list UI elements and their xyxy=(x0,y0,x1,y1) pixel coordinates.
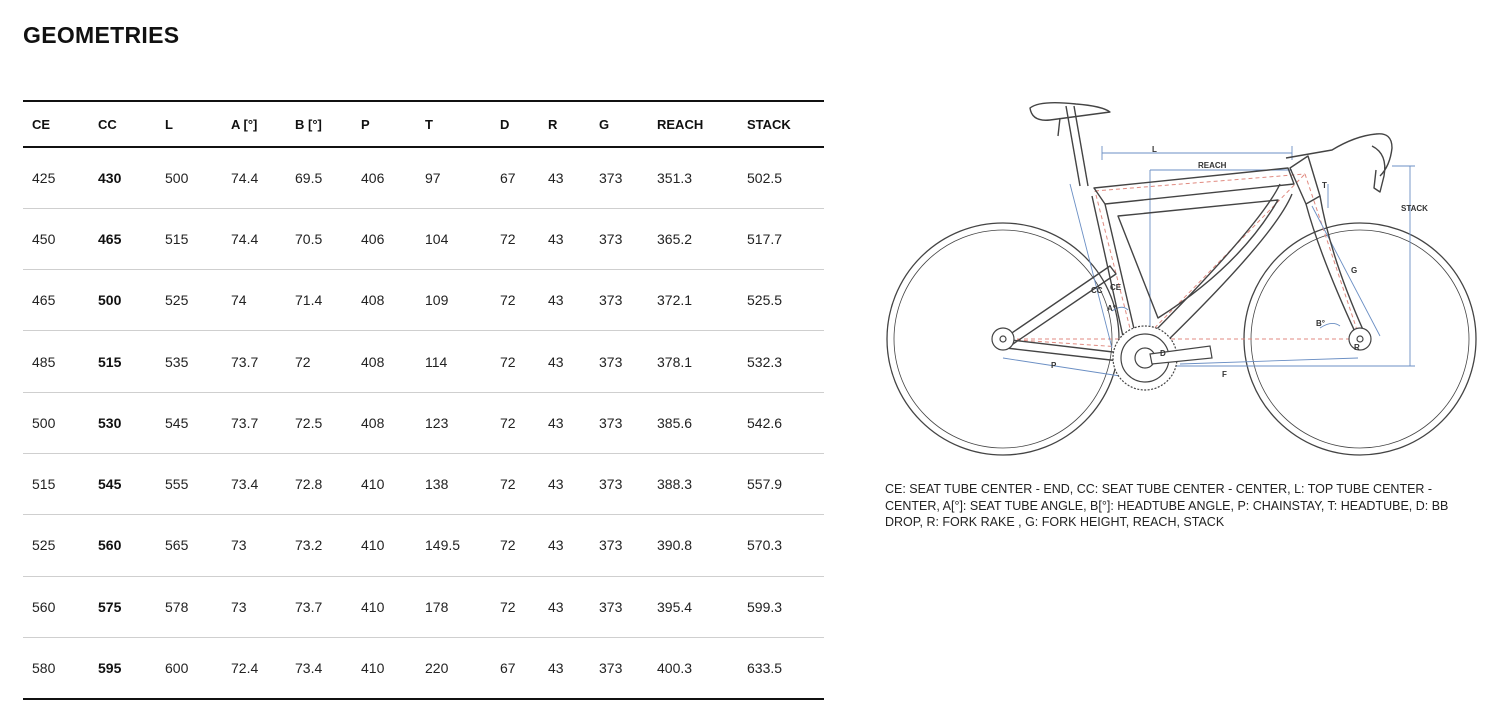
table-cell: 410 xyxy=(352,576,416,637)
table-cell: 532.3 xyxy=(738,331,824,392)
label-b: B° xyxy=(1316,319,1325,328)
table-cell: 465 xyxy=(23,270,89,331)
column-header: B [°] xyxy=(286,101,352,147)
table-cell: 373 xyxy=(590,637,648,698)
table-row xyxy=(23,637,824,698)
table-cell: 485 xyxy=(23,331,89,392)
column-header: REACH xyxy=(648,101,738,147)
table-row xyxy=(23,576,824,637)
table-cell: 400.3 xyxy=(648,637,738,698)
table-cell: 408 xyxy=(352,331,416,392)
table-cell: 43 xyxy=(539,637,590,698)
table-cell: 517.7 xyxy=(738,208,824,269)
table-cell: 73.4 xyxy=(222,453,286,514)
label-ce: CE xyxy=(1110,283,1122,292)
table-cell: 395.4 xyxy=(648,576,738,637)
table-cell: 72 xyxy=(491,515,539,576)
table-cell: 72 xyxy=(491,270,539,331)
table-cell: 373 xyxy=(590,270,648,331)
column-header: CC xyxy=(89,101,156,147)
table-cell: 557.9 xyxy=(738,453,824,514)
label-l: L xyxy=(1152,145,1157,154)
table-row xyxy=(23,515,824,576)
geometry-table xyxy=(23,100,824,700)
table-cell: 351.3 xyxy=(648,147,738,208)
table-cell: 372.1 xyxy=(648,270,738,331)
table-cell: 71.4 xyxy=(286,270,352,331)
table-cell: 390.8 xyxy=(648,515,738,576)
column-header: L xyxy=(156,101,222,147)
table-cell: 72 xyxy=(286,331,352,392)
column-header: T xyxy=(416,101,491,147)
table-cell: 545 xyxy=(156,392,222,453)
table-cell: 515 xyxy=(156,208,222,269)
table-cell: 595 xyxy=(89,637,156,698)
table-cell: 406 xyxy=(352,147,416,208)
table-cell: 72 xyxy=(491,453,539,514)
table-cell: 410 xyxy=(352,515,416,576)
crankset xyxy=(1113,326,1212,390)
table-cell: 500 xyxy=(89,270,156,331)
table-cell: 69.5 xyxy=(286,147,352,208)
table-cell: 73.7 xyxy=(286,576,352,637)
table-cell: 600 xyxy=(156,637,222,698)
table-cell: 73.7 xyxy=(222,392,286,453)
column-header: R xyxy=(539,101,590,147)
table-cell: 542.6 xyxy=(738,392,824,453)
column-header: G xyxy=(590,101,648,147)
table-cell: 43 xyxy=(539,392,590,453)
table-cell: 104 xyxy=(416,208,491,269)
table-cell: 72 xyxy=(491,208,539,269)
table-row xyxy=(23,331,824,392)
table-cell: 43 xyxy=(539,576,590,637)
label-a: A° xyxy=(1107,304,1116,313)
column-header: D xyxy=(491,101,539,147)
table-cell: 74 xyxy=(222,270,286,331)
table-cell: 410 xyxy=(352,637,416,698)
table-cell: 515 xyxy=(89,331,156,392)
table-row xyxy=(23,453,824,514)
table-cell: 365.2 xyxy=(648,208,738,269)
table-cell: 500 xyxy=(23,392,89,453)
table-row xyxy=(23,270,824,331)
table-body xyxy=(23,147,824,699)
label-r: R xyxy=(1354,343,1360,352)
table-cell: 43 xyxy=(539,270,590,331)
table-cell: 570.3 xyxy=(738,515,824,576)
reference-lines xyxy=(1003,174,1360,348)
table-cell: 149.5 xyxy=(416,515,491,576)
table-cell: 220 xyxy=(416,637,491,698)
table-cell: 502.5 xyxy=(738,147,824,208)
table-cell: 67 xyxy=(491,637,539,698)
table-cell: 178 xyxy=(416,576,491,637)
table-cell: 373 xyxy=(590,208,648,269)
label-stack: STACK xyxy=(1401,204,1428,213)
label-reach: REACH xyxy=(1198,161,1227,170)
table-cell: 73.2 xyxy=(286,515,352,576)
table-row xyxy=(23,392,824,453)
table-cell: 633.5 xyxy=(738,637,824,698)
table-cell: 525 xyxy=(23,515,89,576)
table-cell: 530 xyxy=(89,392,156,453)
label-t: T xyxy=(1322,181,1327,190)
table-cell: 73.4 xyxy=(286,637,352,698)
table-cell: 70.5 xyxy=(286,208,352,269)
table-cell: 500 xyxy=(156,147,222,208)
table-cell: 555 xyxy=(156,453,222,514)
label-cc: CC xyxy=(1091,286,1103,295)
table-cell: 72.5 xyxy=(286,392,352,453)
column-header: P xyxy=(352,101,416,147)
page-title: GEOMETRIES xyxy=(23,22,180,48)
table-cell: 525 xyxy=(156,270,222,331)
table-cell: 373 xyxy=(590,392,648,453)
table-cell: 43 xyxy=(539,515,590,576)
label-p: P xyxy=(1051,361,1057,370)
table-cell: 74.4 xyxy=(222,208,286,269)
column-header: CE xyxy=(23,101,89,147)
geometry-legend: CE: SEAT TUBE CENTER - END, CC: SEAT TUBE CENTER - CENTER, L: TOP TUBE CENTER - CENTER, A[°]: SEAT TUBE ANGLE, B[°]: HEADTUBE ANGLE, P: CHAINSTAY, T: HEADTUBE, D: BB DROP, R: FORK RAKE , G: FORK HEIGHT, REACH, STACK xyxy=(885,482,1449,529)
table-cell: 515 xyxy=(23,453,89,514)
table-cell: 410 xyxy=(352,453,416,514)
table-cell: 388.3 xyxy=(648,453,738,514)
table-cell: 43 xyxy=(539,331,590,392)
table-row xyxy=(23,147,824,208)
column-header: STACK xyxy=(738,101,824,147)
column-header: A [°] xyxy=(222,101,286,147)
label-f: F xyxy=(1222,370,1227,379)
table-cell: 67 xyxy=(491,147,539,208)
table-cell: 535 xyxy=(156,331,222,392)
table-cell: 545 xyxy=(89,453,156,514)
table-cell: 580 xyxy=(23,637,89,698)
table-cell: 43 xyxy=(539,453,590,514)
table-cell: 373 xyxy=(590,453,648,514)
table-header xyxy=(23,101,824,147)
table-cell: 378.1 xyxy=(648,331,738,392)
table-cell: 97 xyxy=(416,147,491,208)
bike-geometry-diagram-icon xyxy=(880,96,1490,468)
table-cell: 430 xyxy=(89,147,156,208)
table-cell: 425 xyxy=(23,147,89,208)
diagram-labels xyxy=(1051,145,1428,379)
table-cell: 72.4 xyxy=(222,637,286,698)
table-cell: 72.8 xyxy=(286,453,352,514)
table-cell: 109 xyxy=(416,270,491,331)
table-cell: 123 xyxy=(416,392,491,453)
table-cell: 373 xyxy=(590,147,648,208)
table-cell: 599.3 xyxy=(738,576,824,637)
table-row xyxy=(23,208,824,269)
table-cell: 373 xyxy=(590,331,648,392)
table-cell: 74.4 xyxy=(222,147,286,208)
table-cell: 43 xyxy=(539,147,590,208)
table-cell: 73 xyxy=(222,576,286,637)
table-cell: 560 xyxy=(23,576,89,637)
table-cell: 72 xyxy=(491,392,539,453)
table-cell: 72 xyxy=(491,331,539,392)
table-cell: 138 xyxy=(416,453,491,514)
table-cell: 465 xyxy=(89,208,156,269)
table-cell: 114 xyxy=(416,331,491,392)
table-cell: 408 xyxy=(352,270,416,331)
table-cell: 73 xyxy=(222,515,286,576)
table-header-row xyxy=(23,101,824,147)
label-g: G xyxy=(1351,266,1358,275)
table-cell: 560 xyxy=(89,515,156,576)
table-cell: 408 xyxy=(352,392,416,453)
table-cell: 578 xyxy=(156,576,222,637)
table-cell: 450 xyxy=(23,208,89,269)
table-cell: 43 xyxy=(539,208,590,269)
table-cell: 385.6 xyxy=(648,392,738,453)
table-cell: 373 xyxy=(590,576,648,637)
table-cell: 72 xyxy=(491,576,539,637)
table-cell: 373 xyxy=(590,515,648,576)
table-cell: 73.7 xyxy=(222,331,286,392)
table-cell: 406 xyxy=(352,208,416,269)
table-cell: 565 xyxy=(156,515,222,576)
table-cell: 525.5 xyxy=(738,270,824,331)
label-d: D xyxy=(1160,349,1166,358)
table-cell: 575 xyxy=(89,576,156,637)
